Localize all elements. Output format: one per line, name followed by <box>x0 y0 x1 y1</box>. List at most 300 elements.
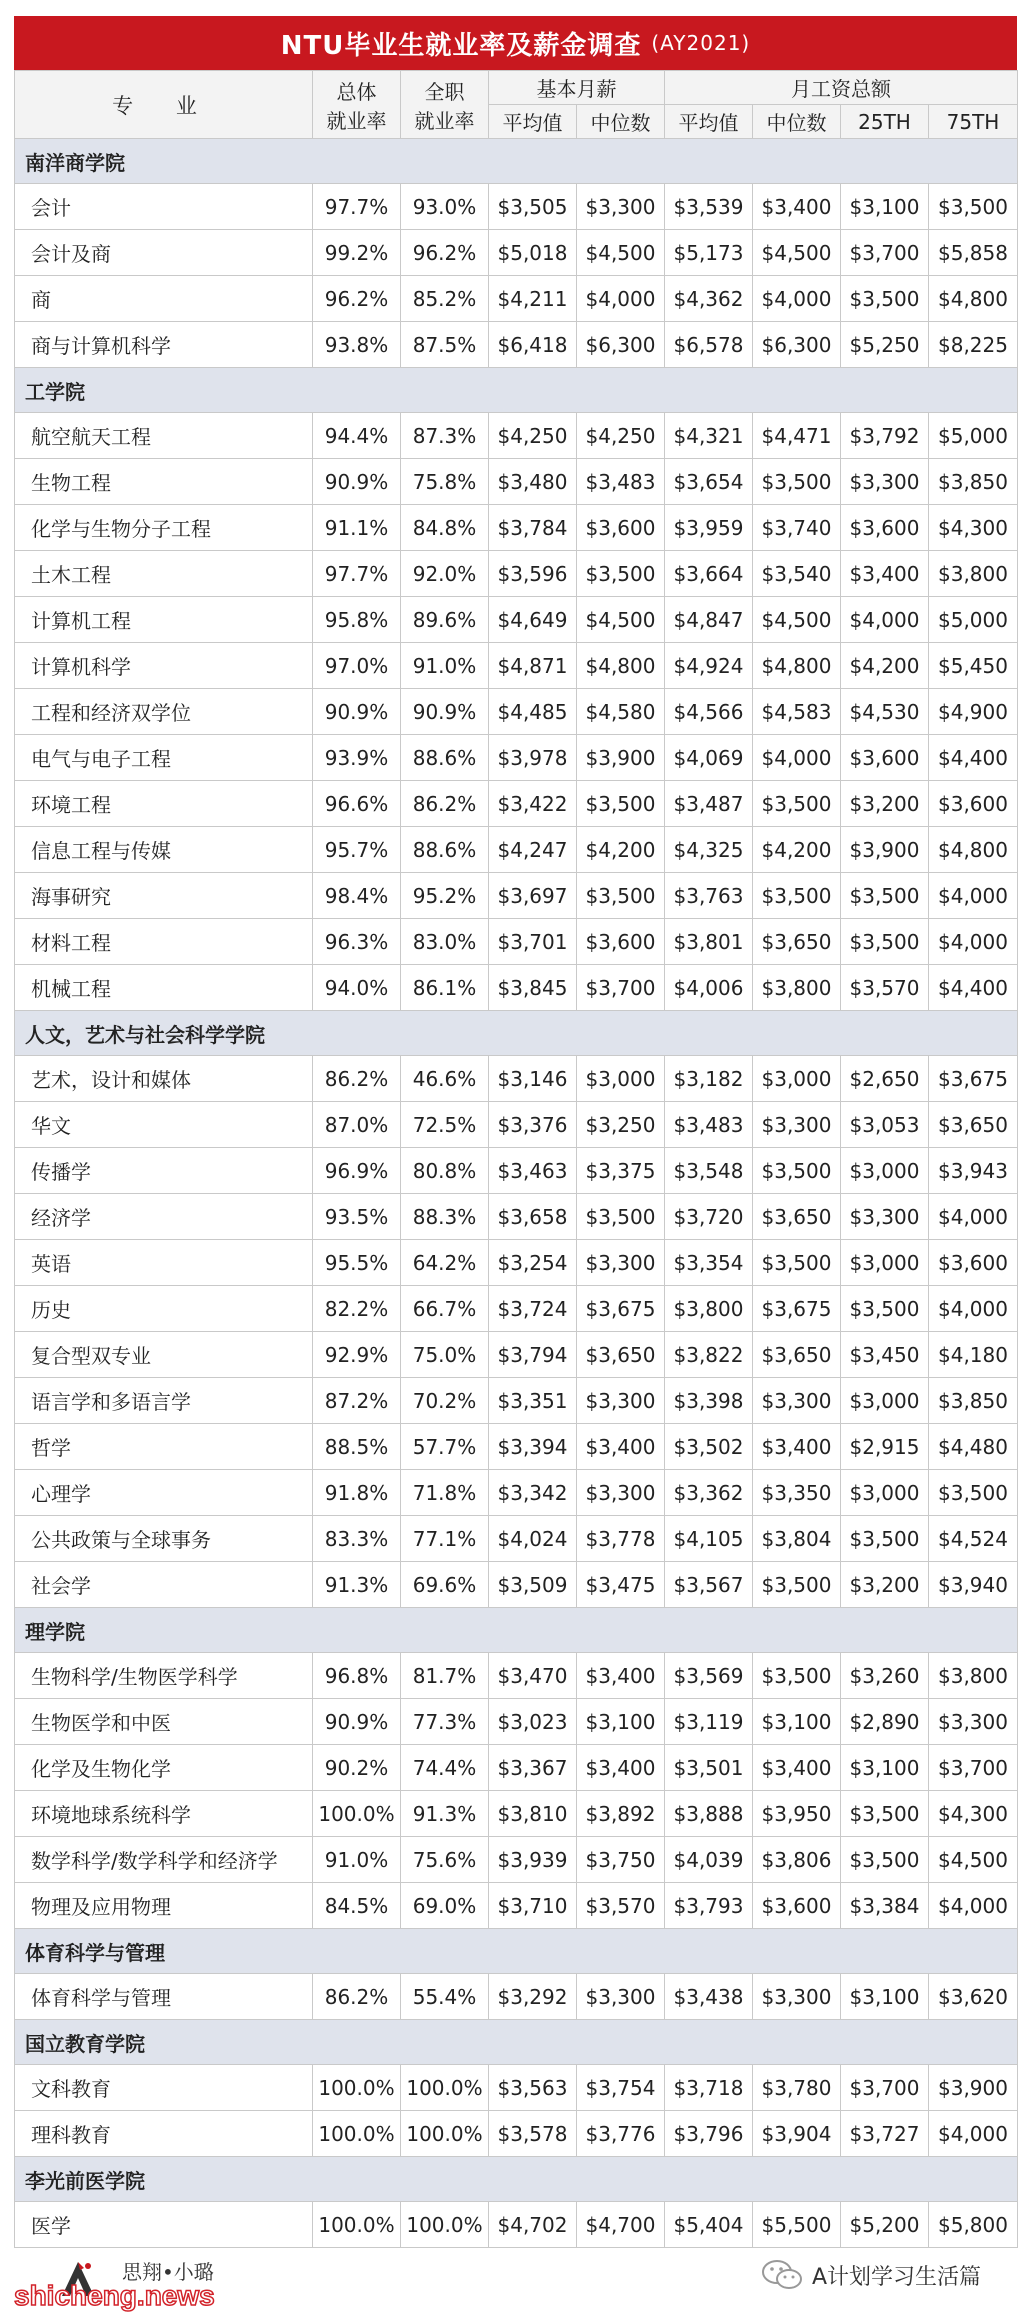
table-cell: $3,342 <box>489 1470 577 1516</box>
table-cell: $3,398 <box>665 1378 753 1424</box>
major-name: 物理及应用物理 <box>15 1883 313 1929</box>
table-cell: $3,778 <box>577 1516 665 1562</box>
major-name: 经济学 <box>15 1194 313 1240</box>
table-cell: $3,776 <box>577 2111 665 2157</box>
table-cell: $4,524 <box>929 1516 1018 1562</box>
header-basic-salary: 基本月薪 <box>489 71 665 105</box>
table-cell: $3,400 <box>753 1424 841 1470</box>
table-cell: $4,321 <box>665 413 753 459</box>
table-cell: $3,292 <box>489 1974 577 2020</box>
table-cell: $4,000 <box>753 735 841 781</box>
table-cell: $3,394 <box>489 1424 577 1470</box>
table-cell: $3,650 <box>929 1102 1018 1148</box>
major-name: 医学 <box>15 2202 313 2248</box>
table-cell: $3,700 <box>841 230 929 276</box>
table-cell: $3,754 <box>577 2065 665 2111</box>
table-cell: $3,570 <box>577 1883 665 1929</box>
table-cell: 88.6% <box>401 827 489 873</box>
table-cell: 91.3% <box>313 1562 401 1608</box>
table-cell: $4,200 <box>841 643 929 689</box>
table-cell: $3,100 <box>753 1699 841 1745</box>
table-cell: $3,701 <box>489 919 577 965</box>
table-cell: $3,794 <box>489 1332 577 1378</box>
major-name: 文科教育 <box>15 2065 313 2111</box>
table-cell: 81.7% <box>401 1653 489 1699</box>
table-cell: 96.9% <box>313 1148 401 1194</box>
table-row <box>15 1332 1018 1378</box>
footer-site[interactable]: shicheng.news <box>14 2280 215 2311</box>
title-bar <box>14 16 1017 70</box>
table-cell: $3,483 <box>665 1102 753 1148</box>
table-cell: 96.2% <box>313 276 401 322</box>
table-cell: $4,024 <box>489 1516 577 1562</box>
table-cell: $3,940 <box>929 1562 1018 1608</box>
table-cell: $3,563 <box>489 2065 577 2111</box>
major-name: 环境地球系统科学 <box>15 1791 313 1837</box>
table-cell: 46.6% <box>401 1056 489 1102</box>
table-row <box>15 1562 1018 1608</box>
table-cell: $3,539 <box>665 184 753 230</box>
table-cell: $3,502 <box>665 1424 753 1470</box>
table-cell: 77.1% <box>401 1516 489 1562</box>
table-cell: $3,500 <box>841 1286 929 1332</box>
header-gross-median: 中位数 <box>753 105 841 139</box>
table-cell: $3,892 <box>577 1791 665 1837</box>
table-cell: $3,300 <box>929 1699 1018 1745</box>
table-cell: $3,500 <box>753 873 841 919</box>
table-cell: 86.2% <box>313 1056 401 1102</box>
table-cell: $3,750 <box>577 1837 665 1883</box>
major-name: 艺术，设计和媒体 <box>15 1056 313 1102</box>
table-cell: 100.0% <box>401 2202 489 2248</box>
table-cell: $5,404 <box>665 2202 753 2248</box>
table-row <box>15 1102 1018 1148</box>
table-cell: 69.6% <box>401 1562 489 1608</box>
table-cell: $3,793 <box>665 1883 753 1929</box>
table-cell: $3,400 <box>577 1745 665 1791</box>
table-cell: 90.9% <box>313 689 401 735</box>
table-cell: $3,300 <box>577 1974 665 2020</box>
table-cell: $3,500 <box>577 781 665 827</box>
table-cell: $3,600 <box>753 1883 841 1929</box>
table-cell: $3,000 <box>841 1240 929 1286</box>
table-cell: $8,225 <box>929 322 1018 368</box>
table-cell: $3,800 <box>753 965 841 1011</box>
table-cell: $5,450 <box>929 643 1018 689</box>
table-cell: $3,600 <box>577 919 665 965</box>
table-cell: $4,180 <box>929 1332 1018 1378</box>
table-row <box>15 505 1018 551</box>
major-name: 生物工程 <box>15 459 313 505</box>
table-cell: 82.2% <box>313 1286 401 1332</box>
header-overall-rate-line1: 总体 <box>336 79 377 104</box>
table-row <box>15 781 1018 827</box>
table-cell: 96.6% <box>313 781 401 827</box>
table-cell: $3,500 <box>577 1194 665 1240</box>
table-cell: $3,500 <box>841 1516 929 1562</box>
table-row <box>15 597 1018 643</box>
table-cell: $3,000 <box>753 1056 841 1102</box>
table-cell: $3,780 <box>753 2065 841 2111</box>
table-cell: $3,792 <box>841 413 929 459</box>
table-cell: $3,500 <box>753 1562 841 1608</box>
table-cell: $3,700 <box>841 2065 929 2111</box>
table-cell: $3,763 <box>665 873 753 919</box>
table-cell: 99.2% <box>313 230 401 276</box>
major-name: 理科教育 <box>15 2111 313 2157</box>
table-cell: 93.0% <box>401 184 489 230</box>
table-cell: $4,211 <box>489 276 577 322</box>
table-cell: $3,375 <box>577 1148 665 1194</box>
table-cell: $3,254 <box>489 1240 577 1286</box>
table-cell: 91.0% <box>313 1837 401 1883</box>
table-cell: $3,654 <box>665 459 753 505</box>
major-name: 计算机科学 <box>15 643 313 689</box>
table-cell: $5,000 <box>929 597 1018 643</box>
table-cell: $3,146 <box>489 1056 577 1102</box>
table-cell: 70.2% <box>401 1378 489 1424</box>
table-cell: $3,596 <box>489 551 577 597</box>
salary-table <box>14 70 1018 2248</box>
table-cell: 96.2% <box>401 230 489 276</box>
table-row <box>15 413 1018 459</box>
table-row <box>15 1516 1018 1562</box>
major-name: 工程和经济双学位 <box>15 689 313 735</box>
school-name: 李光前医学院 <box>15 2157 1018 2202</box>
table-cell: 72.5% <box>401 1102 489 1148</box>
table-cell: 88.3% <box>401 1194 489 1240</box>
table-cell: $3,710 <box>489 1883 577 1929</box>
table-cell: $3,260 <box>841 1653 929 1699</box>
table-cell: $2,890 <box>841 1699 929 1745</box>
table-cell: $4,800 <box>929 276 1018 322</box>
table-cell: $3,400 <box>753 184 841 230</box>
table-cell: $3,000 <box>577 1056 665 1102</box>
table-cell: 95.2% <box>401 873 489 919</box>
table-cell: $3,500 <box>841 873 929 919</box>
table-cell: $3,724 <box>489 1286 577 1332</box>
table-cell: $3,845 <box>489 965 577 1011</box>
table-cell: 83.0% <box>401 919 489 965</box>
table-cell: $3,500 <box>753 781 841 827</box>
table-body <box>15 139 1018 2248</box>
major-name: 商 <box>15 276 313 322</box>
table-cell: 94.4% <box>313 413 401 459</box>
table-cell: $2,650 <box>841 1056 929 1102</box>
table-cell: $3,900 <box>577 735 665 781</box>
table-cell: $4,900 <box>929 689 1018 735</box>
table-cell: $5,800 <box>929 2202 1018 2248</box>
table-cell: 97.7% <box>313 551 401 597</box>
table-cell: $3,720 <box>665 1194 753 1240</box>
table-cell: $3,850 <box>929 1378 1018 1424</box>
table-cell: $4,847 <box>665 597 753 643</box>
table-cell: $3,888 <box>665 1791 753 1837</box>
table-cell: $4,362 <box>665 276 753 322</box>
table-cell: $4,500 <box>577 230 665 276</box>
table-cell: $4,500 <box>577 597 665 643</box>
table-row <box>15 2202 1018 2248</box>
table-cell: 55.4% <box>401 1974 489 2020</box>
header-major: 专 业 <box>15 71 313 139</box>
table-cell: $3,367 <box>489 1745 577 1791</box>
table-cell: $3,675 <box>929 1056 1018 1102</box>
table-cell: $3,548 <box>665 1148 753 1194</box>
table-row <box>15 1194 1018 1240</box>
table-cell: $4,000 <box>577 276 665 322</box>
table-cell: $3,664 <box>665 551 753 597</box>
table-cell: $3,620 <box>929 1974 1018 2020</box>
table-cell: $3,800 <box>929 1653 1018 1699</box>
table-cell: $3,650 <box>753 1332 841 1378</box>
table-cell: $3,500 <box>841 276 929 322</box>
table-cell: $4,000 <box>753 276 841 322</box>
header-fulltime-rate-line2: 就业率 <box>414 108 475 133</box>
table-cell: $4,800 <box>753 643 841 689</box>
table-cell: $3,300 <box>753 1974 841 2020</box>
table-cell: $3,480 <box>489 459 577 505</box>
school-name: 国立教育学院 <box>15 2020 1018 2065</box>
table-cell: $5,018 <box>489 230 577 276</box>
major-name: 会计及商 <box>15 230 313 276</box>
table-row <box>15 643 1018 689</box>
table-row <box>15 1791 1018 1837</box>
table-row <box>15 1699 1018 1745</box>
table-row <box>15 1470 1018 1516</box>
table-cell: $3,697 <box>489 873 577 919</box>
table-cell: $3,939 <box>489 1837 577 1883</box>
school-name: 工学院 <box>15 368 1018 413</box>
table-cell: $3,500 <box>753 1653 841 1699</box>
table-cell: 86.2% <box>313 1974 401 2020</box>
table-cell: $3,300 <box>577 184 665 230</box>
table-cell: 88.6% <box>401 735 489 781</box>
table-cell: $4,200 <box>577 827 665 873</box>
school-row <box>15 2157 1018 2202</box>
table-cell: $3,500 <box>841 1837 929 1883</box>
table-cell: $3,600 <box>929 781 1018 827</box>
school-row <box>15 368 1018 413</box>
table-cell: $3,505 <box>489 184 577 230</box>
table-cell: $3,500 <box>841 919 929 965</box>
table-cell: $3,500 <box>753 1148 841 1194</box>
table-cell: $4,000 <box>929 1194 1018 1240</box>
table-row <box>15 1883 1018 1929</box>
table-cell: $3,100 <box>841 184 929 230</box>
header-gross-salary: 月工资总额 <box>665 71 1018 105</box>
table-row <box>15 1378 1018 1424</box>
table-row <box>15 1148 1018 1194</box>
table-cell: $4,583 <box>753 689 841 735</box>
table-cell: $3,300 <box>841 1194 929 1240</box>
major-name: 社会学 <box>15 1562 313 1608</box>
table-cell: $4,702 <box>489 2202 577 2248</box>
table-row <box>15 276 1018 322</box>
table-cell: $4,500 <box>753 230 841 276</box>
table-cell: $4,000 <box>841 597 929 643</box>
table-cell: $4,580 <box>577 689 665 735</box>
table-cell: 93.5% <box>313 1194 401 1240</box>
table-cell: $3,740 <box>753 505 841 551</box>
table-cell: 90.9% <box>401 689 489 735</box>
table-cell: $3,362 <box>665 1470 753 1516</box>
table-cell: 100.0% <box>313 2202 401 2248</box>
table-cell: 91.8% <box>313 1470 401 1516</box>
table-cell: 87.5% <box>401 322 489 368</box>
table-cell: $4,300 <box>929 1791 1018 1837</box>
table-cell: $5,500 <box>753 2202 841 2248</box>
table-cell: $4,250 <box>577 413 665 459</box>
table-row <box>15 1837 1018 1883</box>
table-cell: 100.0% <box>313 1791 401 1837</box>
table-cell: $3,100 <box>841 1745 929 1791</box>
school-row <box>15 2020 1018 2065</box>
table-row <box>15 827 1018 873</box>
school-row <box>15 1608 1018 1653</box>
table-row <box>15 230 1018 276</box>
table-cell: $3,000 <box>841 1470 929 1516</box>
table-cell: $3,569 <box>665 1653 753 1699</box>
table-cell: 92.9% <box>313 1332 401 1378</box>
table-cell: $2,915 <box>841 1424 929 1470</box>
table-cell: $3,100 <box>841 1974 929 2020</box>
table-cell: $3,784 <box>489 505 577 551</box>
major-name: 公共政策与全球事务 <box>15 1516 313 1562</box>
table-cell: $3,500 <box>753 459 841 505</box>
table-cell: $3,800 <box>929 551 1018 597</box>
table-cell: $3,650 <box>577 1332 665 1378</box>
table-cell: 89.6% <box>401 597 489 643</box>
major-name: 生物医学和中医 <box>15 1699 313 1745</box>
table-cell: $3,300 <box>753 1378 841 1424</box>
table-cell: 66.7% <box>401 1286 489 1332</box>
header-basic-median: 中位数 <box>577 105 665 139</box>
table-cell: 83.3% <box>313 1516 401 1562</box>
major-name: 英语 <box>15 1240 313 1286</box>
major-name: 复合型双专业 <box>15 1332 313 1378</box>
major-name: 华文 <box>15 1102 313 1148</box>
table-cell: $3,400 <box>577 1424 665 1470</box>
table-cell: $4,871 <box>489 643 577 689</box>
table-cell: $4,471 <box>753 413 841 459</box>
table-cell: $3,675 <box>753 1286 841 1332</box>
table-cell: 87.2% <box>313 1378 401 1424</box>
major-name: 哲学 <box>15 1424 313 1470</box>
table-cell: $3,384 <box>841 1883 929 1929</box>
table-cell: $4,200 <box>753 827 841 873</box>
table-cell: 91.0% <box>401 643 489 689</box>
table-cell: $3,500 <box>929 1470 1018 1516</box>
table-cell: $3,904 <box>753 2111 841 2157</box>
table-cell: $4,500 <box>753 597 841 643</box>
major-name: 体育科学与管理 <box>15 1974 313 2020</box>
table-cell: $3,500 <box>577 551 665 597</box>
table-cell: $3,470 <box>489 1653 577 1699</box>
table-cell: $3,978 <box>489 735 577 781</box>
page-title: NTU毕业生就业率及薪金调查 <box>280 30 642 61</box>
major-name: 商与计算机科学 <box>15 322 313 368</box>
table-cell: $3,600 <box>929 1240 1018 1286</box>
header-basic-mean: 平均值 <box>489 105 577 139</box>
table-cell: 90.2% <box>313 1745 401 1791</box>
table-cell: $3,600 <box>577 505 665 551</box>
table-row <box>15 1240 1018 1286</box>
table-cell: $3,350 <box>753 1470 841 1516</box>
table-cell: 92.0% <box>401 551 489 597</box>
major-name: 会计 <box>15 184 313 230</box>
table-cell: 93.8% <box>313 322 401 368</box>
table-cell: $3,500 <box>753 1240 841 1286</box>
table-row <box>15 965 1018 1011</box>
table-cell: 87.3% <box>401 413 489 459</box>
table-cell: $6,578 <box>665 322 753 368</box>
table-cell: 94.0% <box>313 965 401 1011</box>
major-name: 生物科学/生物医学科学 <box>15 1653 313 1699</box>
table-cell: $3,300 <box>753 1102 841 1148</box>
table-cell: $3,801 <box>665 919 753 965</box>
table-cell: $4,485 <box>489 689 577 735</box>
table-cell: $4,566 <box>665 689 753 735</box>
table-cell: 84.5% <box>313 1883 401 1929</box>
table-cell: 96.3% <box>313 919 401 965</box>
header-fulltime-rate <box>401 71 489 139</box>
table-cell: 95.8% <box>313 597 401 643</box>
table-cell: $3,658 <box>489 1194 577 1240</box>
table-cell: 100.0% <box>401 2111 489 2157</box>
major-name: 语言学和多语言学 <box>15 1378 313 1424</box>
table-cell: $3,943 <box>929 1148 1018 1194</box>
table-cell: $4,039 <box>665 1837 753 1883</box>
table-cell: $4,000 <box>929 1286 1018 1332</box>
page-title-year: (AY2021) <box>651 31 751 55</box>
table-cell: $4,530 <box>841 689 929 735</box>
table-cell: $3,500 <box>841 1791 929 1837</box>
table-cell: 75.8% <box>401 459 489 505</box>
table-cell: $3,200 <box>841 781 929 827</box>
major-name: 计算机工程 <box>15 597 313 643</box>
table-row <box>15 873 1018 919</box>
table-cell: $3,500 <box>577 873 665 919</box>
footer-wechat <box>760 2258 981 2292</box>
table-cell: $5,858 <box>929 230 1018 276</box>
table-cell: 93.9% <box>313 735 401 781</box>
table-cell: 91.3% <box>401 1791 489 1837</box>
table-cell: $4,800 <box>929 827 1018 873</box>
school-name: 理学院 <box>15 1608 1018 1653</box>
major-name: 机械工程 <box>15 965 313 1011</box>
table-row <box>15 459 1018 505</box>
table-cell: $4,400 <box>929 965 1018 1011</box>
table-cell: $3,900 <box>841 827 929 873</box>
table-cell: 74.4% <box>401 1745 489 1791</box>
table-cell: $3,023 <box>489 1699 577 1745</box>
table-cell: $4,400 <box>929 735 1018 781</box>
table-row <box>15 1424 1018 1470</box>
table-row <box>15 1974 1018 2020</box>
table-cell: $3,650 <box>753 1194 841 1240</box>
major-name: 化学及生物化学 <box>15 1745 313 1791</box>
header-overall-rate <box>313 71 401 139</box>
table-cell: $4,247 <box>489 827 577 873</box>
table-cell: $3,959 <box>665 505 753 551</box>
table-cell: 86.1% <box>401 965 489 1011</box>
table-cell: 88.5% <box>313 1424 401 1470</box>
table-row <box>15 1745 1018 1791</box>
table-cell: $4,300 <box>929 505 1018 551</box>
table-cell: $4,649 <box>489 597 577 643</box>
table-cell: $3,850 <box>929 459 1018 505</box>
table-cell: $4,500 <box>929 1837 1018 1883</box>
